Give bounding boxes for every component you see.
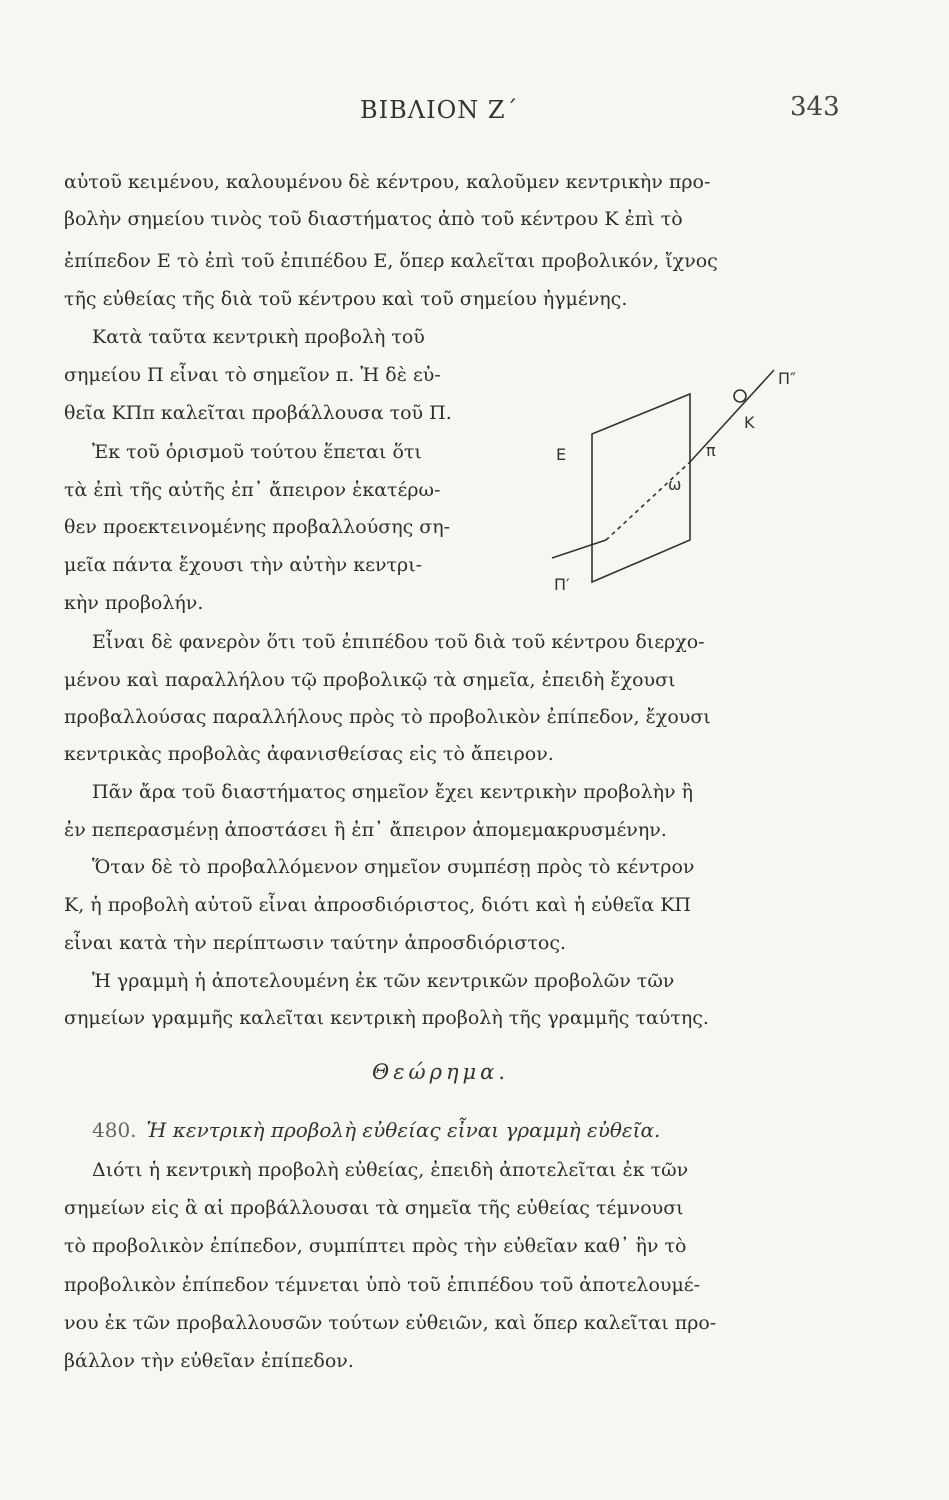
text-line: προβολικὸν ἐπίπεδον τέμνεται ὑπὸ τοῦ ἐπιπέδου τοῦ ἀποτελουμέ-: [64, 1274, 701, 1296]
label-center-K: Κ: [744, 413, 755, 432]
text-line: αὐτοῦ κειμένου, καλουμένου δὲ κέντρου, καλοῦμεν κεντρικὴν προ-: [64, 171, 711, 193]
theorem-text: Ἡ κεντρικὴ προβολὴ εὐθείας εἶναι γραμμὴ εὐθεῖα.: [146, 1118, 661, 1142]
label-point-pi: π: [706, 441, 716, 460]
text-line: Κατὰ ταῦτα κεντρικὴ προβολὴ τοῦ: [92, 326, 425, 348]
text-line: θεν προεκτεινομένης προβαλλούσης ση-: [64, 516, 451, 538]
label-plane-E: Ε: [556, 445, 567, 464]
text-line: βολὴν σημείου τινὸς τοῦ διαστήματος ἀπὸ τοῦ κέντρου Κ ἐπὶ τὸ: [64, 208, 683, 230]
text-line: ἐπίπεδον Ε τὸ ἐπὶ τοῦ ἐπιπέδου Ε, ὅπερ καλεῖται προβολικόν, ἴχνος: [64, 250, 718, 272]
text-line: Διότι ἡ κεντρικὴ προβολὴ εὐθείας, ἐπειδὴ ἀποτελεῖται ἐκ τῶν: [92, 1159, 689, 1181]
text-line: Πᾶν ἄρα τοῦ διαστήματος σημεῖον ἔχει κεντρικὴν προβολὴν ἢ: [92, 781, 694, 803]
text-line: σημείων γραμμῆς καλεῖται κεντρικὴ προβολὴ τῆς γραμμῆς ταύτης.: [64, 1007, 709, 1029]
text-line: τὸ προβολικὸν ἐπίπεδον, συμπίπτει πρὸς τὴν εὐθεῖαν καθ᾽ ἣν τὸ: [64, 1235, 687, 1257]
text-line: τῆς εὐθείας τῆς διὰ τοῦ κέντρου καὶ τοῦ σημείου ἠγμένης.: [64, 288, 628, 310]
projecting-line-upper: [690, 370, 774, 462]
projection-figure: [548, 350, 828, 614]
text-line: τὰ ἐπὶ τῆς αὐτῆς ἐπ᾽ ἄπειρον ἑκατέρω-: [64, 479, 441, 501]
center-point: [734, 390, 746, 402]
text-line: μένου καὶ παραλλήλου τῷ προβολικῷ τὰ σημεῖα, ἐπειδὴ ἔχουσι: [64, 669, 676, 691]
theorem-statement: [92, 1118, 660, 1142]
text-line: εἶναι κατὰ τὴν περίπτωσιν ταύτην ἀπροσδιόριστος.: [64, 932, 567, 954]
text-line: σημείου Π εἶναι τὸ σημεῖον π. Ἡ δὲ εὐ-: [64, 364, 441, 386]
label-omega: ω: [668, 475, 682, 494]
text-line: θεῖα ΚΠπ καλεῖται προβάλλουσα τοῦ Π.: [64, 402, 452, 424]
label-point-P-prime: Π′: [554, 575, 570, 594]
text-line: κὴν προβολήν.: [64, 592, 204, 614]
text-line: Κ, ἡ προβολὴ αὐτοῦ εἶναι ἀπροσδιόριστος, διότι καὶ ἡ εὐθεῖα ΚΠ: [64, 894, 691, 916]
projecting-line-lower: [552, 540, 606, 558]
text-line: Ἡ γραμμὴ ἡ ἀποτελουμένη ἐκ τῶν κεντρικῶν προβολῶν τῶν: [92, 970, 675, 992]
text-line: μεῖα πάντα ἔχουσι τὴν αὐτὴν κεντρι-: [64, 554, 423, 576]
theorem-number: 480.: [92, 1118, 137, 1142]
section-heading: Θεώρημα.: [372, 1060, 510, 1084]
text-line: Εἶναι δὲ φανερὸν ὅτι τοῦ ἐπιπέδου τοῦ διὰ τοῦ κέντρου διερχο-: [92, 631, 705, 653]
projecting-line-hidden: [606, 462, 690, 540]
text-line: Ὅταν δὲ τὸ προβαλλόμενον σημεῖον συμπέσῃ πρὸς τὸ κέντρον: [92, 856, 695, 878]
text-line: σημείων εἰς ἃ αἱ προβάλλουσαι τὰ σημεῖα τῆς εὐθείας τέμνουσι: [64, 1197, 684, 1219]
label-point-P-double: Π″: [778, 369, 797, 388]
text-line: νου ἐκ τῶν προβαλλουσῶν τούτων εὐθειῶν, καὶ ὅπερ καλεῖται προ-: [64, 1312, 717, 1334]
text-line: Ἐκ τοῦ ὁρισμοῦ τούτου ἕπεται ὅτι: [92, 441, 422, 463]
page-header-title: ΒΙΒΛΙΟΝ Ζ΄: [360, 96, 519, 124]
projection-diagram: [548, 350, 828, 610]
text-line: βάλλον τὴν εὐθεῖαν ἐπίπεδον.: [64, 1350, 354, 1372]
text-line: ἐν πεπερασμένῃ ἀποστάσει ἢ ἐπ᾽ ἄπειρον ἀπομεμακρυσμένην.: [64, 819, 667, 841]
page-number: 343: [790, 92, 840, 122]
text-line: κεντρικὰς προβολὰς ἀφανισθείσας εἰς τὸ ἄπειρον.: [64, 743, 554, 765]
text-line: προβαλλούσας παραλλήλους πρὸς τὸ προβολικὸν ἐπίπεδον, ἔχουσι: [64, 706, 711, 728]
